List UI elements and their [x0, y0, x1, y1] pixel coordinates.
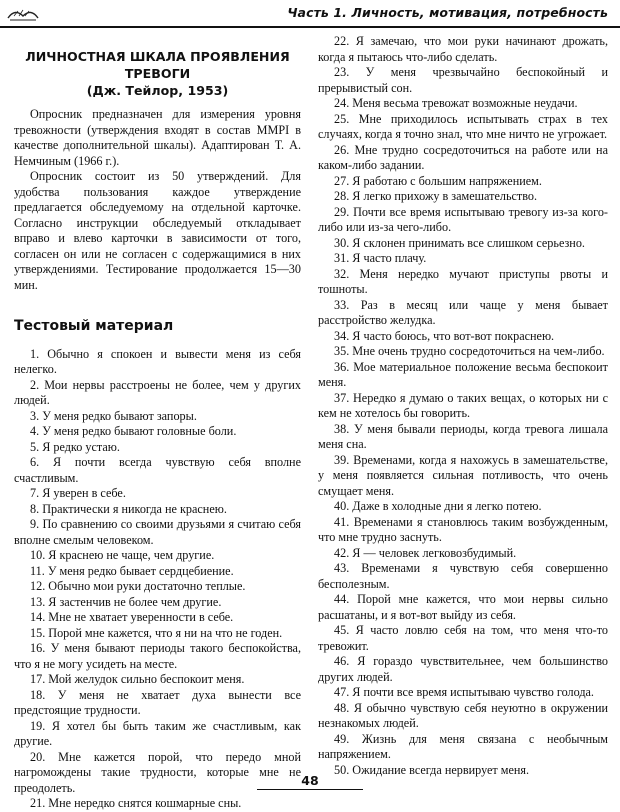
statement-item: 40. Даже в холодные дни я легко потею.: [334, 499, 542, 513]
statement-item: 33. Раз в месяц или чаще у меня бывает расстройство желудка.: [318, 297, 608, 327]
statement-item: 6. Я почти всегда чувствую себя вполне счастливым.: [14, 455, 301, 485]
statement-item: 7. Я уверен в себе.: [30, 486, 126, 500]
statement-item: 32. Меня нередко мучают приступы рвоты и тошноты.: [318, 266, 608, 296]
statement-item: 25. Мне приходилось испытывать страх в тех случаях, когда я точно знал, что мне ничто не угрожает.: [318, 111, 608, 141]
statement-item: 34. Я часто боюсь, что вот-вот покраснею.: [334, 328, 555, 343]
statement-item: 38. У меня бывали периоды, когда тревога лишала меня сна.: [318, 421, 608, 451]
statement-item: 43. Временами я чувствую себя совершенно бесполезным.: [318, 561, 608, 591]
page-header: [0, 0, 620, 28]
statement-item: 31. Я часто плачу.: [334, 251, 427, 265]
statements-list-left: [14, 347, 301, 812]
book-logo-icon: [6, 4, 40, 22]
statement-item: 13. Я застенчив не более чем другие.: [30, 594, 222, 609]
statement-item: 39. Временами, когда я нахожусь в замешательстве, у меня появляется сильная потливость, что очень смущает меня.: [318, 452, 608, 498]
statement-item: 17. Мой желудок сильно беспокоит меня.: [30, 672, 245, 686]
page-number: 48: [301, 773, 319, 788]
statement-item: 2. Мои нервы расстроены не более, чем у других людей.: [14, 377, 301, 407]
statement-item: 21. Мне нередко снятся кошмарные сны.: [30, 796, 242, 810]
statement-item: 11. У меня редко бывает сердцебиение.: [30, 563, 234, 578]
header-divider: [0, 26, 620, 28]
statement-item: 12. Обычно мои руки достаточно теплые.: [30, 579, 246, 593]
statement-item: 46. Я гораздо чувствительнее, чем большинство других людей.: [318, 654, 608, 684]
section-author: (Дж. Тейлор, 1953): [86, 83, 229, 98]
statement-item: 1. Обычно я спокоен и вывести меня из себя нелегко.: [14, 346, 301, 376]
statement-item: 37. Нередко я думаю о таких вещах, о которых ни с кем не хотелось бы говорить.: [318, 390, 608, 420]
statement-item: 36. Мое материальное положение весьма беспокоит меня.: [318, 359, 608, 389]
statement-item: 23. У меня чрезвычайно беспокойный и прерывистый сон.: [318, 65, 608, 95]
left-column: [14, 34, 301, 812]
intro-paragraph: Опросник состоит из 50 утверждений. Для удобства пользования каждое утверждение предлагается обследуемому на отдельной карточке. Согласно инструкции обследуемый откладывает вправо и влево карточки в зависимости от того, согласен он или не согласен с содержащимися в них утверждениями. Тестирование продолжается 15—30 мин.: [14, 169, 301, 292]
statement-item: 48. Я обычно чувствую себя неуютно в окружении незнакомых людей.: [318, 700, 608, 730]
statement-item: 8. Практически я никогда не краснею.: [30, 501, 227, 516]
statement-item: 45. Я часто ловлю себя на том, что меня что-то тревожит.: [318, 623, 608, 653]
statement-item: 24. Меня весьма тревожат возможные неудачи.: [334, 96, 578, 110]
statement-item: 30. Я склонен принимать все слишком серьезно.: [334, 235, 585, 250]
statement-item: 16. У меня бывают периоды такого беспокойства, что я не могу усидеть на месте.: [14, 641, 301, 671]
statement-item: 29. Почти все время испытываю тревогу из-за кого-либо или из-за чего-либо.: [318, 204, 608, 234]
test-material-heading: Тестовый материал: [14, 318, 174, 334]
footer-divider: [257, 789, 363, 790]
statement-item: 20. Мне кажется порой, что передо мной нагромождены такие трудности, которые мне не преодолеть.: [14, 749, 301, 795]
statement-item: 18. У меня не хватает духа вынести все предстоящие трудности.: [14, 687, 301, 717]
statement-item: 28. Я легко прихожу в замешательство.: [334, 189, 538, 203]
statement-item: 49. Жизнь для меня связана с необычным напряжением.: [318, 731, 608, 761]
intro-paragraph: Опросник предназначен для измерения уровня тревожности (утверждения входят в состав MMPI в качестве дополнительной шкалы). Адаптирован Т. А. Немчиным (1966 г.).: [14, 107, 301, 168]
statement-item: 26. Мне трудно сосредоточиться на работе или на каком-либо задании.: [318, 142, 608, 172]
statement-item: 44. Порой мне кажется, что мои нервы сильно расшатаны, и я вот-вот выйду из себя.: [318, 592, 608, 622]
statement-item: 5. Я редко устаю.: [30, 439, 120, 454]
right-column: [318, 34, 608, 778]
running-header-title: Часть 1. Личность, мотивация, потребность: [287, 5, 608, 20]
statement-item: 4. У меня редко бывают головные боли.: [30, 424, 237, 438]
statement-item: 3. У меня редко бывают запоры.: [30, 408, 197, 423]
statement-item: 41. Временами я становлюсь таким возбужденным, что мне трудно заснуть.: [318, 514, 608, 544]
statement-item: 27. Я работаю с большим напряжением.: [334, 173, 542, 188]
statement-item: 14. Мне не хватает уверенности в себе.: [30, 610, 234, 624]
statement-item: 9. По сравнению со своими друзьями я считаю себя вполне смелым человеком.: [14, 517, 301, 547]
statement-item: 47. Я почти все время испытываю чувство голода.: [334, 685, 594, 699]
statement-item: 19. Я хотел бы быть таким же счастливым, как другие.: [14, 718, 301, 748]
statement-item: 35. Мне очень трудно сосредоточиться на чем-либо.: [334, 344, 605, 358]
statement-item: 50. Ожидание всегда нервирует меня.: [334, 762, 530, 777]
section-title: ЛИЧНОСТНАЯ ШКАЛА ПРОЯВЛЕНИЯ ТРЕВОГИ: [25, 49, 290, 81]
statement-item: 42. Я — человек легковозбудимый.: [334, 545, 517, 560]
statement-item: 22. Я замечаю, что мои руки начинают дрожать, когда я пытаюсь что-либо сделать.: [318, 34, 608, 64]
statements-list-right: [318, 34, 608, 778]
statement-item: 15. Порой мне кажется, что я ни на что не годен.: [30, 625, 283, 640]
statement-item: 10. Я краснею не чаще, чем другие.: [30, 548, 215, 562]
